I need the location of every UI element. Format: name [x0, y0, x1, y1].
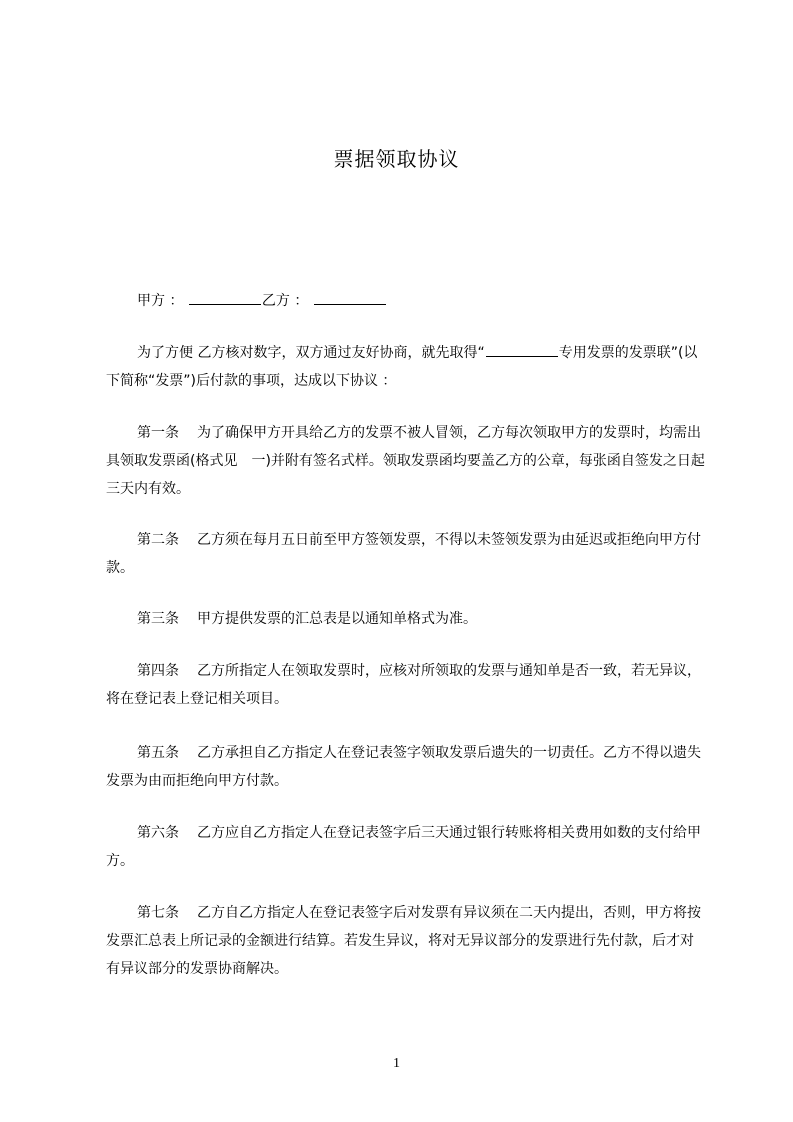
article-label: 第四条 [137, 663, 179, 679]
intro-blank [486, 342, 558, 357]
party-b-blank [314, 290, 386, 305]
article-7 [106, 899, 706, 983]
article-text: 乙方应自乙方指定人在登记表签字后三天通过银行转账将相关费用如数的支付给甲方。 [106, 825, 701, 869]
intro-paragraph [106, 339, 706, 395]
article-text: 乙方所指定人在领取发票时，应核对所领取的发票与通知单是否一致，若无异议，将在登记表上登记相关项目。 [106, 663, 701, 707]
article-1 [106, 419, 706, 503]
article-label: 第三条 [137, 611, 179, 627]
article-2 [106, 526, 706, 582]
article-text: 乙方承担自乙方指定人在登记表签字领取发票后遗失的一切责任。乙方不得以遗失发票为由而拒绝向甲方付款。 [106, 745, 701, 789]
intro-part1: 为了方便 乙方核对数字，双方通过友好协商，就先取得“ [137, 345, 485, 361]
article-3 [106, 605, 706, 633]
article-label: 第七条 [137, 905, 179, 921]
article-4 [106, 657, 706, 713]
article-label: 第六条 [137, 825, 179, 841]
party-b-label: 乙方 ： [261, 293, 309, 309]
page-title: 票据领取协议 [333, 147, 460, 171]
article-text: 甲方提供发票的汇总表是以通知单格式为准。 [197, 611, 477, 627]
article-label: 第一条 [137, 425, 179, 441]
article-label: 第五条 [137, 745, 179, 761]
party-line [137, 287, 737, 315]
article-text: 乙方须在每月五日前至甲方签领发票，不得以未签领发票为由延迟或拒绝向甲方付款。 [106, 532, 701, 576]
article-text: 为了确保甲方开具给乙方的发票不被人冒领，乙方每次领取甲方的发票时，均需出具领取发票函(格式见 一)并附有签名式样。领取发票函均要盖乙方的公章，每张函自签发之日起三天内有效。 [106, 425, 705, 497]
party-a-label: 甲方 ： [137, 293, 184, 309]
intro-part2: 专用发票的发票联”(以下简称“发票”)后付款的事项，达成以下协议 ： [106, 345, 698, 389]
article-label: 第二条 [137, 532, 179, 548]
page-number: 1 [393, 1056, 400, 1071]
party-a-blank [189, 290, 261, 305]
article-5 [106, 739, 706, 795]
article-text: 乙方自乙方指定人在登记表签字后对发票有异议须在二天内提出，否则，甲方将按发票汇总表上所记录的金额进行结算。若发生异议，将对无异议部分的发票进行先付款，后才对有异议部分的发票协商解决。 [106, 905, 701, 977]
article-6 [106, 819, 706, 875]
